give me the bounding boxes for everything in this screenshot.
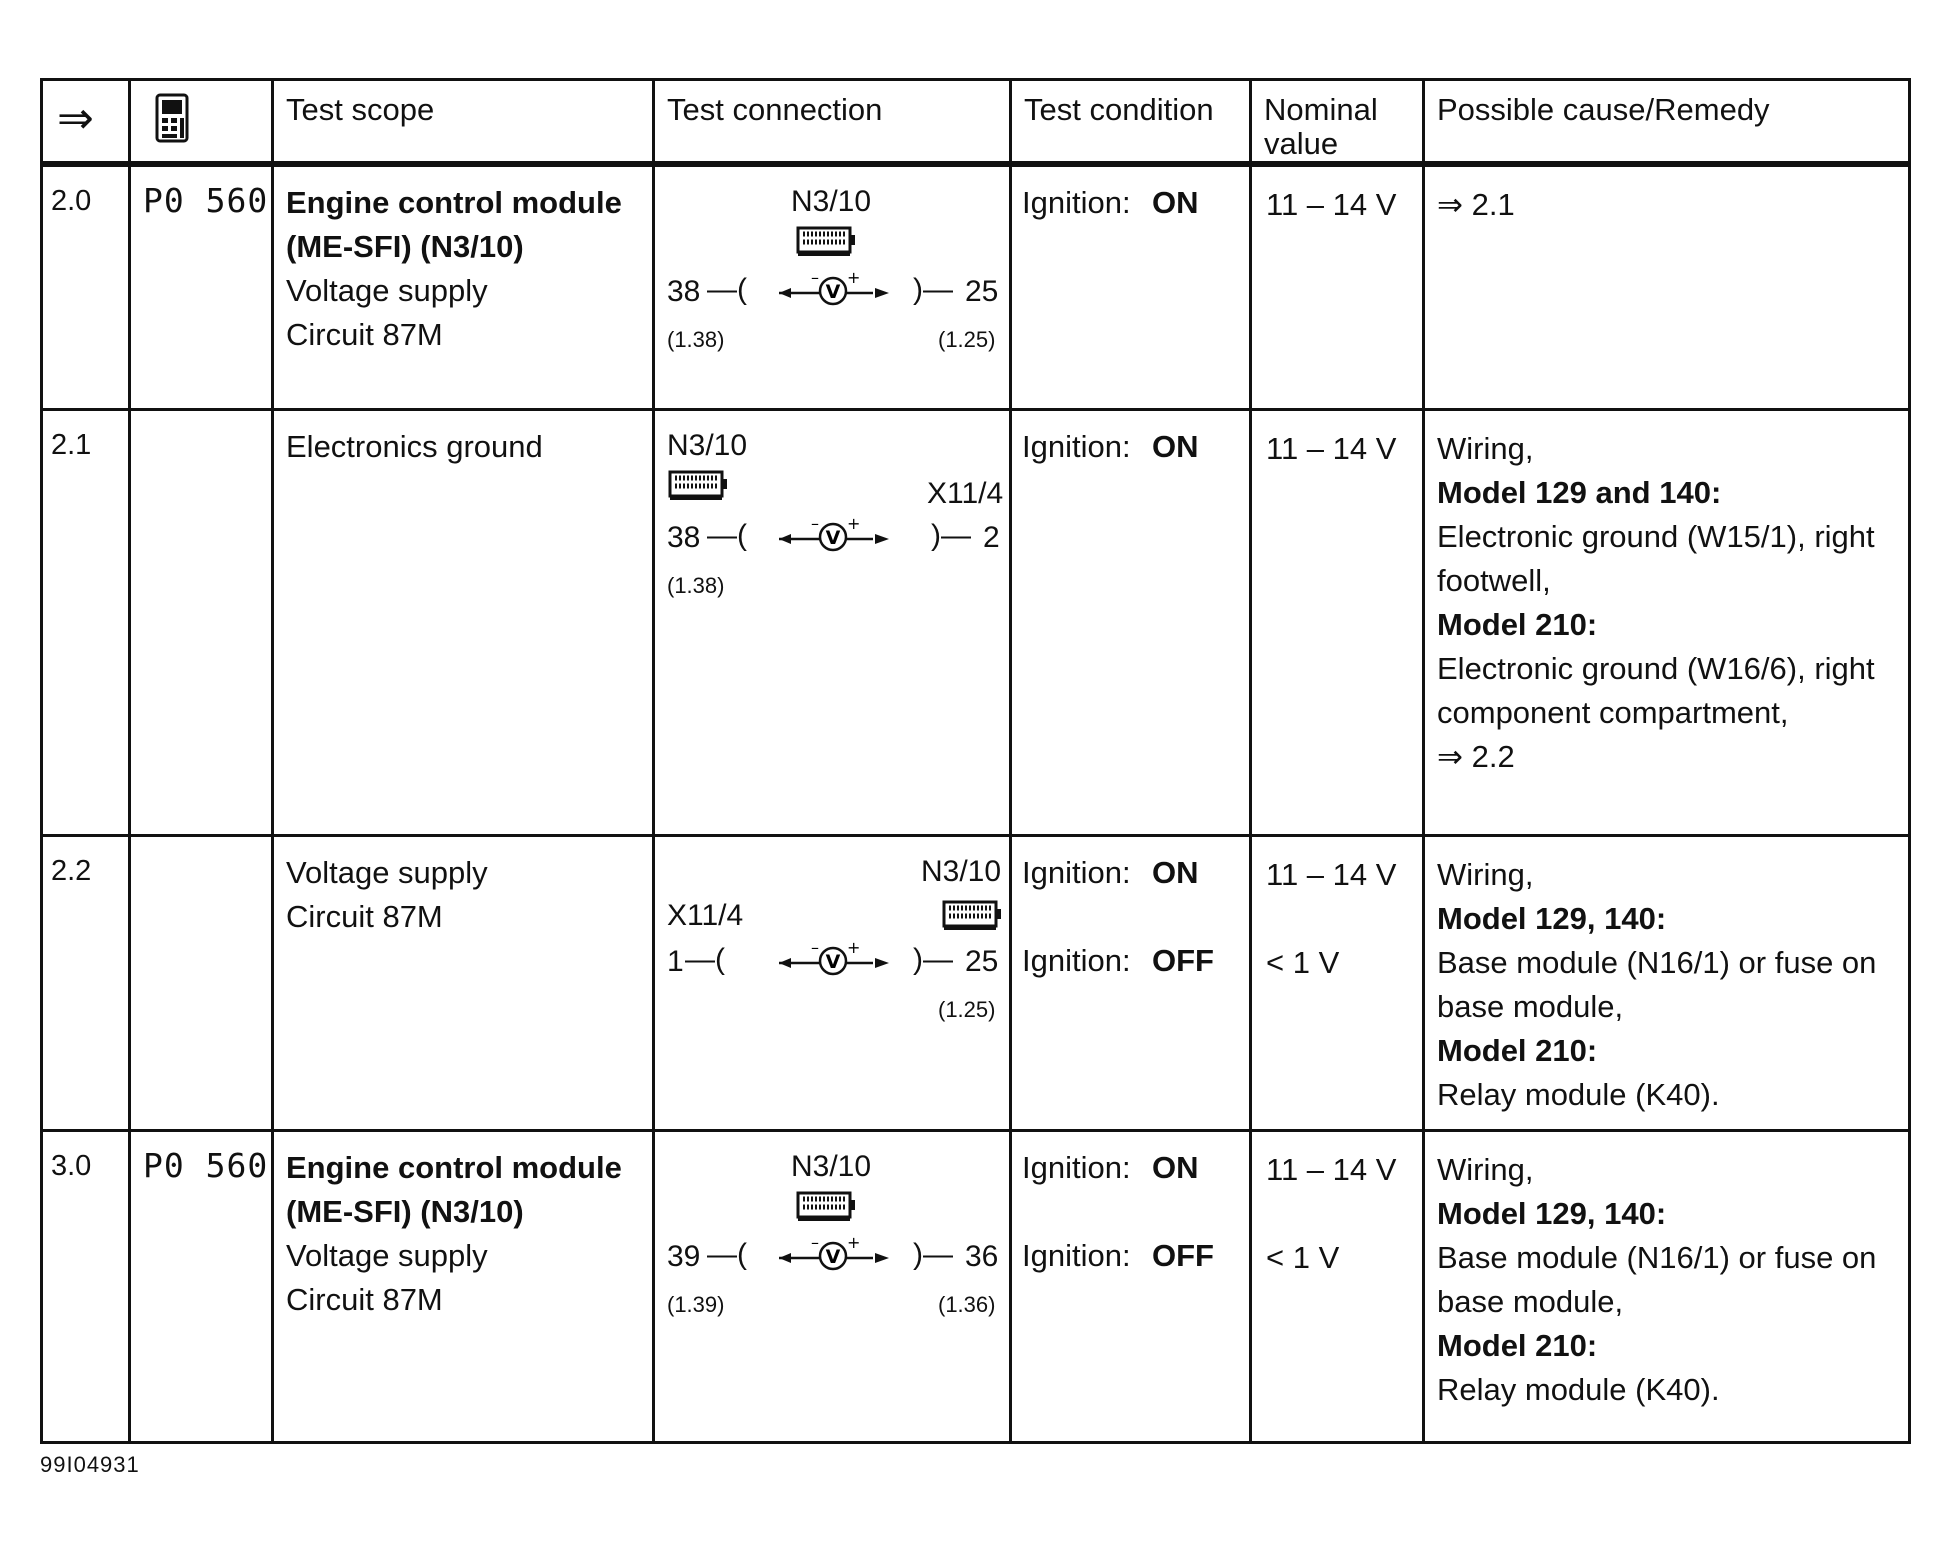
svg-text:+: + xyxy=(847,1233,861,1252)
right-label: X11/4 xyxy=(927,476,1004,510)
fault-code: P0 560 xyxy=(130,164,273,409)
svg-text:+: + xyxy=(847,938,861,957)
left-pin-ref: (1.38) xyxy=(667,572,725,598)
test-scope: Engine control module (ME-SFI) (N3/10) Voltage supply Circuit 87M xyxy=(273,1130,654,1442)
right-socket-icon: )— xyxy=(931,518,971,552)
left-socket-icon: —( xyxy=(707,518,747,552)
left-socket-icon: —( xyxy=(707,1237,747,1271)
nominal-value: 11 – 14 V xyxy=(1251,409,1424,835)
left-socket-icon: —( xyxy=(685,942,725,976)
right-pin-ref: (1.36) xyxy=(938,1291,996,1317)
test-table xyxy=(40,78,1911,1444)
header-arrow xyxy=(42,80,130,165)
svg-text:–: – xyxy=(811,514,819,533)
test-scope: Engine control module (ME-SFI) (N3/10) Voltage supply Circuit 87M xyxy=(273,164,654,409)
left-pin: 38 xyxy=(667,520,701,554)
possible-cause: Wiring, Model 129, 140: Base module (N16/1) or fuse on base module, Model 210: Relay module (K40). xyxy=(1424,1130,1910,1442)
module-label: N3/10 xyxy=(667,428,748,462)
svg-text:V: V xyxy=(825,526,841,549)
nominal-value: 11 – 14 V < 1 V xyxy=(1251,835,1424,1130)
right-pin-ref: (1.25) xyxy=(938,327,996,352)
fault-code: P0 560 xyxy=(130,1130,273,1442)
right-socket-icon: )— xyxy=(913,1237,953,1271)
possible-cause: Wiring, Model 129, 140: Base module (N16/1) or fuse on base module, Model 210: Relay module (K40). xyxy=(1424,835,1910,1130)
voltmeter-icon xyxy=(777,1234,893,1274)
step-number: 2.2 xyxy=(42,835,130,1130)
nominal-value: 11 – 14 V xyxy=(1251,164,1424,409)
header-possible-cause: Possible cause/Remedy xyxy=(1424,80,1910,165)
test-condition: Ignition: ON xyxy=(1011,409,1251,835)
nominal-value: 11 – 14 V < 1 V xyxy=(1251,1130,1424,1442)
possible-cause: Wiring, Model 129 and 140: Electronic ground (W15/1), right footwell, Model 210: Electronic ground (W16/6), right component compartment, ⇒ 2.2 xyxy=(1424,409,1910,835)
header-test-condition: Test condition xyxy=(1011,80,1251,165)
condition-line: Ignition: ON xyxy=(1022,854,1199,890)
test-scope: Electronics ground xyxy=(273,409,654,835)
svg-text:V: V xyxy=(825,281,841,303)
header-row xyxy=(42,80,1910,165)
step-number: 2.0 xyxy=(42,164,130,409)
table-row xyxy=(42,1130,1910,1442)
possible-cause: ⇒ 2.1 xyxy=(1424,164,1910,409)
voltmeter-icon xyxy=(777,269,893,309)
test-condition: Ignition: ON xyxy=(1011,164,1251,409)
test-condition xyxy=(1011,835,1251,1130)
condition-line: Ignition: ON xyxy=(1022,1149,1199,1185)
svg-text:V: V xyxy=(825,950,841,973)
right-socket-icon: )— xyxy=(913,273,953,306)
condition-line: Ignition: OFF xyxy=(1022,1237,1214,1273)
test-connection xyxy=(654,409,1011,835)
test-scope: Voltage supply Circuit 87M xyxy=(273,835,654,1130)
header-nominal-value: Nominal value xyxy=(1251,80,1424,165)
svg-text:–: – xyxy=(811,1233,819,1252)
left-socket-icon: —( xyxy=(707,273,747,306)
right-pin: 25 xyxy=(965,275,999,308)
arrow-icon: ⇒ xyxy=(57,94,94,143)
header-tester xyxy=(130,80,273,165)
svg-text:+: + xyxy=(847,269,861,287)
left-pin: 38 xyxy=(667,275,701,308)
condition-line: Ignition: OFF xyxy=(1022,942,1214,978)
right-pin-ref: (1.25) xyxy=(938,996,996,1022)
svg-text:–: – xyxy=(811,269,819,287)
left-pin: 39 xyxy=(667,1239,701,1273)
connector-plug-icon xyxy=(795,1190,857,1224)
svg-text:–: – xyxy=(811,938,819,957)
header-test-connection: Test connection xyxy=(654,80,1011,165)
table-row xyxy=(42,164,1910,409)
right-socket-icon: )— xyxy=(913,942,953,976)
test-condition xyxy=(1011,1130,1251,1442)
right-pin: 36 xyxy=(965,1239,999,1273)
step-number: 2.1 xyxy=(42,409,130,835)
fault-code xyxy=(130,409,273,835)
connector-plug-icon xyxy=(941,899,1003,933)
left-pin-ref: (1.38) xyxy=(667,327,725,352)
test-connection xyxy=(654,835,1011,1130)
test-connection xyxy=(654,164,1011,409)
table-row xyxy=(42,409,1910,835)
test-connection xyxy=(654,1130,1011,1442)
left-label: X11/4 xyxy=(667,898,744,932)
fault-code xyxy=(130,835,273,1130)
left-pin: 1 xyxy=(667,944,684,978)
svg-text:V: V xyxy=(825,1245,841,1268)
right-pin: 2 xyxy=(983,520,1000,554)
figure-code: 99I04931 xyxy=(40,1452,140,1477)
right-pin: 25 xyxy=(965,944,999,978)
module-label: N3/10 xyxy=(791,1149,872,1183)
left-pin-ref: (1.39) xyxy=(667,1291,725,1317)
module-label: N3/10 xyxy=(791,185,872,218)
connector-plug-icon xyxy=(795,225,857,259)
voltmeter-icon xyxy=(777,939,893,979)
diagnostic-tester-icon xyxy=(153,93,193,143)
svg-text:+: + xyxy=(847,514,861,533)
header-test-scope: Test scope xyxy=(273,80,654,165)
module-label: N3/10 xyxy=(921,854,1002,888)
table-row xyxy=(42,835,1910,1130)
step-number: 3.0 xyxy=(42,1130,130,1442)
voltmeter-icon xyxy=(777,515,893,555)
connector-plug-icon xyxy=(667,469,729,503)
